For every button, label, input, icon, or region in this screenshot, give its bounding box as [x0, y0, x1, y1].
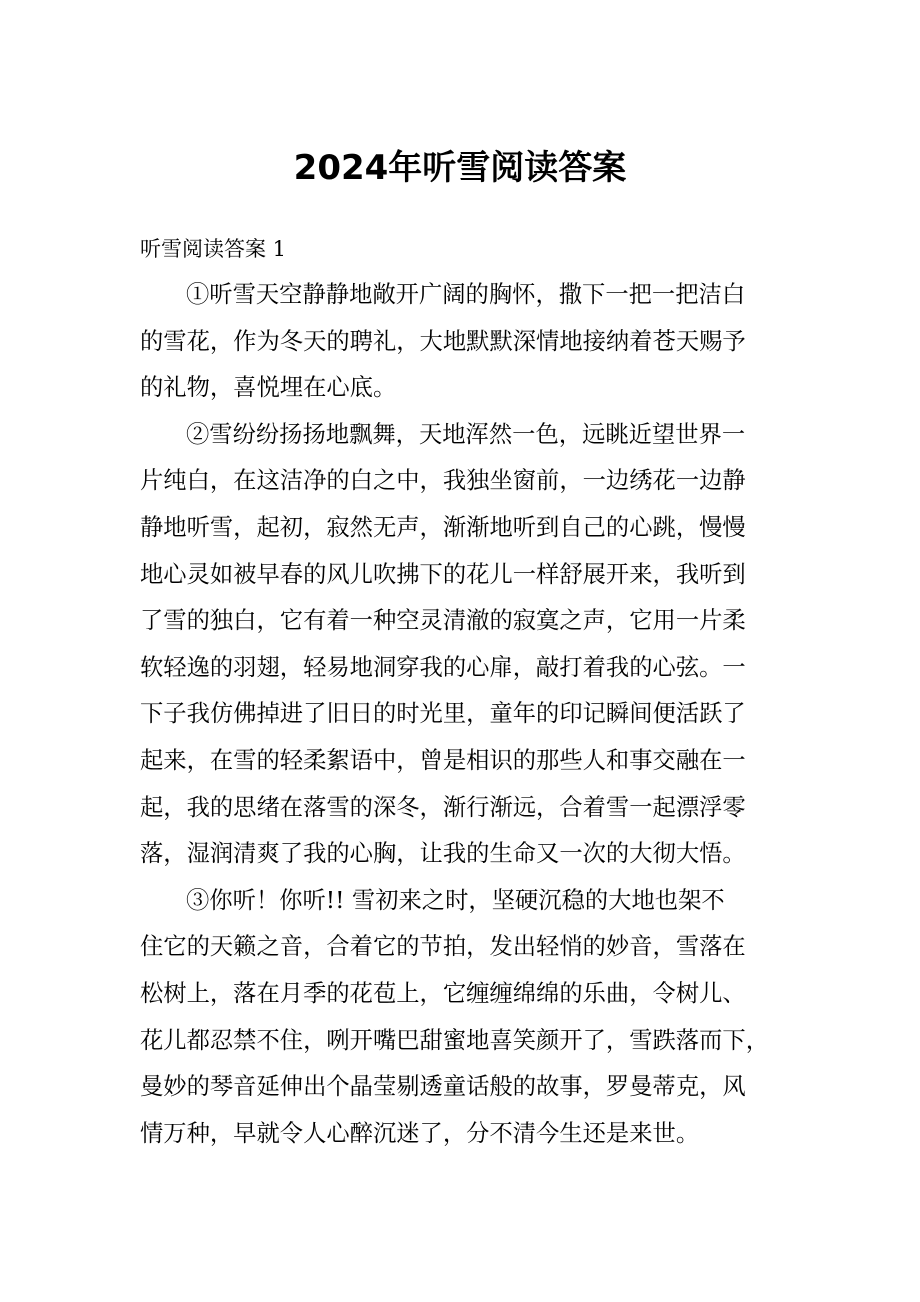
paragraph-line: 落，湿润清爽了我的心胸，让我的生命又一次的大彻大悟。: [140, 840, 746, 868]
document-body: [140, 226, 790, 1157]
paragraph-line: 的雪花，作为冬天的聘礼，大地默默深情地接纳着苍天赐予: [140, 327, 746, 355]
paragraph-line: 情万种，早就令人心醉沉迷了，分不清今生还是来世。: [140, 1119, 700, 1147]
paragraph-line: 了雪的独白，它有着一种空灵清澈的寂寞之声，它用一片柔: [140, 607, 746, 635]
paragraph-line: 住它的天籁之音，合着它的节拍，发出轻悄的妙音，雪落在: [140, 933, 746, 961]
paragraph-line: ②雪纷纷扬扬地飘舞，天地浑然一色，远眺近望世界一: [186, 420, 746, 448]
section-heading: 听雪阅读答案 1: [140, 237, 287, 261]
paragraph-line: ①听雪天空静静地敞开广阔的胸怀，撒下一把一把洁白: [186, 281, 746, 308]
paragraph-line: 的礼物，喜悦埋在心底。: [140, 374, 397, 402]
paragraph-line: 起来，在雪的轻柔絮语中，曾是相识的那些人和事交融在一: [140, 746, 746, 774]
paragraph-line: 松树上，落在月季的花苞上，它缠缠绵绵的乐曲，令树儿、: [140, 979, 746, 1007]
paragraph-line: ③你听！你听!! 雪初来之时，坚硬沉稳的大地也架不: [186, 886, 725, 914]
paragraph-line: 曼妙的琴音延伸出个晶莹剔透童话般的故事，罗曼蒂克，风: [140, 1073, 746, 1101]
paragraph-line: 花儿都忍禁不住，咧开嘴巴甜蜜地喜笑颜开了，雪跌落而下，: [140, 1026, 770, 1054]
document-title: 2024年听雪阅读答案: [293, 148, 627, 188]
paragraph-line: 下子我仿佛掉进了旧日的时光里，童年的印记瞬间便活跃了: [140, 700, 746, 728]
paragraph-line: 地心灵如被早春的风儿吹拂下的花儿一样舒展开来，我听到: [140, 560, 746, 588]
paragraph-2: [140, 412, 790, 878]
paragraph-3: [140, 878, 790, 1158]
paragraph-line: 起，我的思绪在落雪的深冬，渐行渐远，合着雪一起漂浮零: [140, 793, 746, 821]
paragraph-line: 片纯白，在这洁净的白之中，我独坐窗前，一边绣花一边静: [140, 467, 746, 495]
paragraph-1: [140, 272, 790, 412]
paragraph-line: 软轻逸的羽翅，轻易地洞穿我的心扉，敲打着我的心弦。一: [140, 653, 746, 681]
paragraph-line: 静地听雪，起初，寂然无声，渐渐地听到自己的心跳，慢慢: [140, 513, 746, 541]
